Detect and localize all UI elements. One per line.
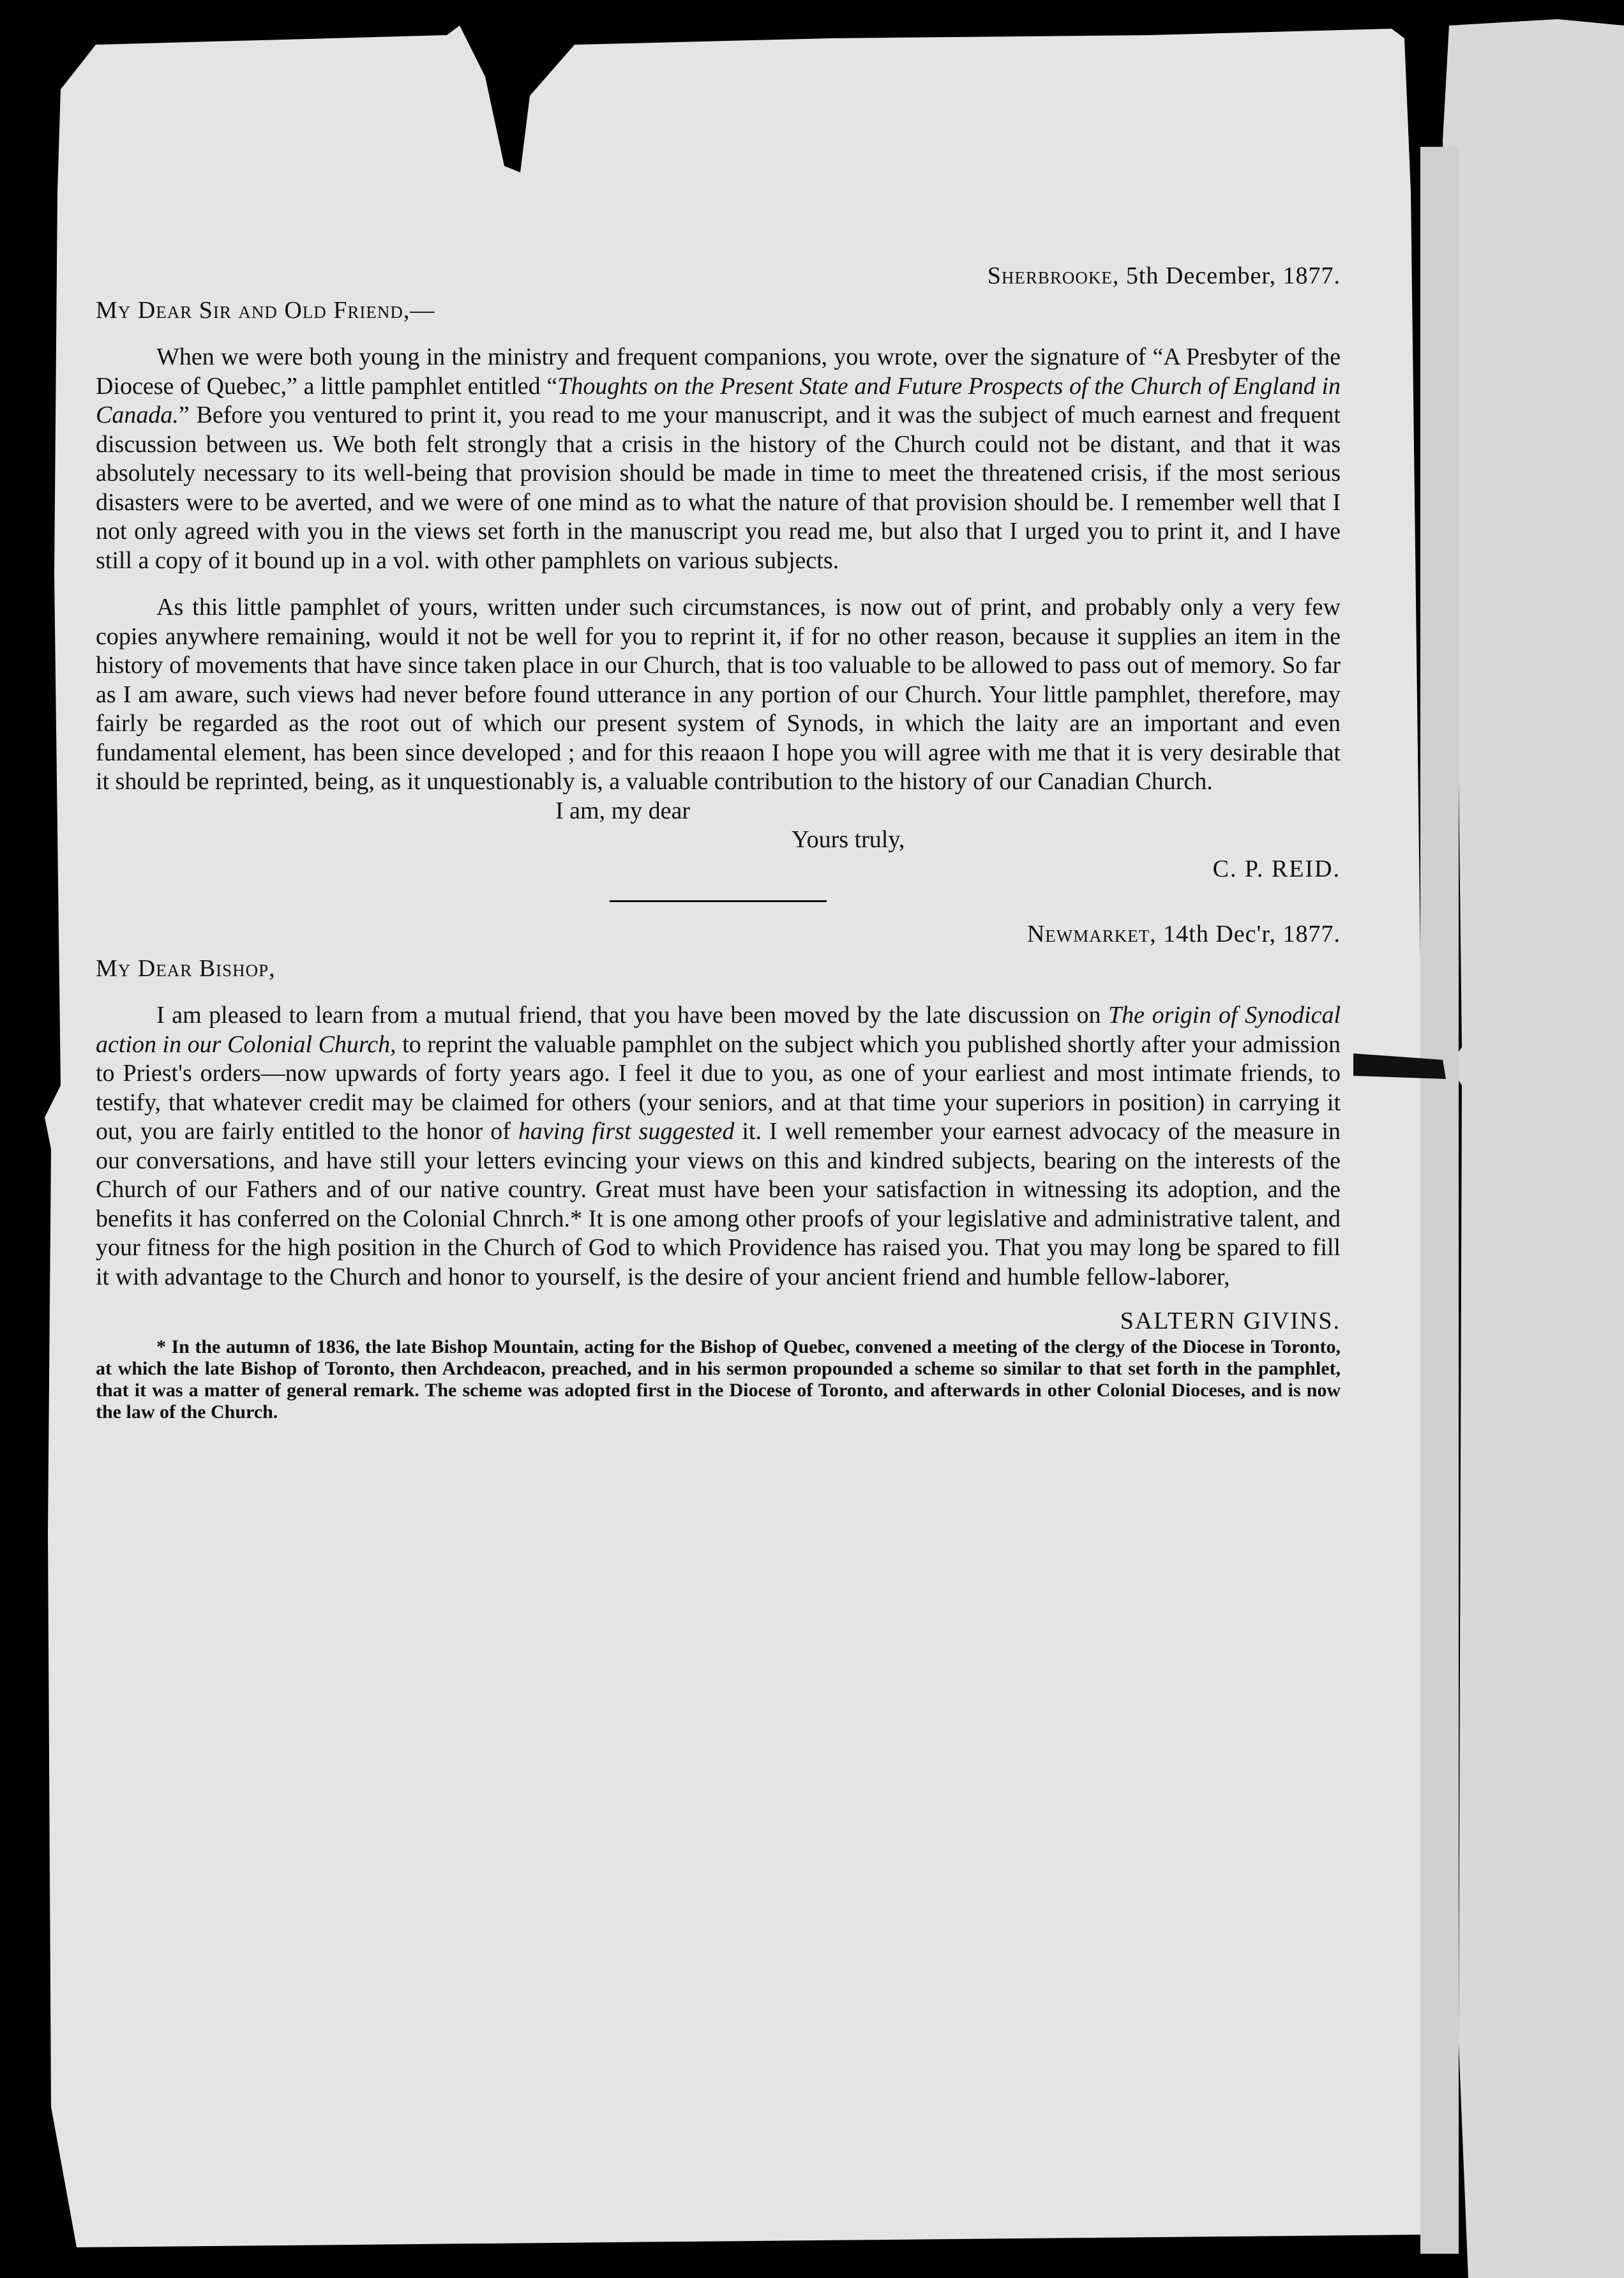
letter1-paragraph-1 (96, 343, 1341, 575)
adjacent-sheet (1443, 19, 1624, 2278)
letter1-closing-1: I am, my dear (555, 797, 691, 824)
letter2-paragraph-1 (96, 1001, 1341, 1292)
letter1-closing-2: Yours truly, (792, 826, 905, 853)
letter1-date: , 5th December, 1877. (1112, 262, 1341, 289)
spine-edge (1420, 147, 1459, 2254)
letter1-place: Sherbrooke (987, 262, 1113, 289)
letter2-signature: SALTERN GIVINS. (1120, 1308, 1341, 1334)
document-page (96, 102, 1341, 2203)
letter2-p1-text-a: I am pleased to learn from a mutual friend, that you have been moved by the late discussion on (156, 1002, 1109, 1029)
letter1-p1-text-a: When we were both young in the ministry and frequent companions, you wrote, over the signature of “A Presbyter of the Diocese of Quebec,” a little pamphlet entitled “ (96, 343, 1341, 400)
letter1-dateline (96, 262, 1341, 291)
letter1-signature: C. P. REID. (1212, 855, 1341, 882)
letter1-paragraph-2: As this little pamphlet of yours, written under such circumstances, is now out of print, and probably only a very few copies anywhere remaining, would it not be well for you to reprint it, if for no other reason, because it supplies an item in the history of movements that have since taken place in our Church, that is too valuable to be allowed to pass out of memory. So far as I am aware, such views had never before found utterance in any portion of our Church. Your little pamphlet, therefore, may fairly be regarded as the root out of which our present system of Synods, in which the laity are an important and even fundamental element, has been since developed ; and for this reaaon I hope you will agree with me that it is very desirable that it should be reprinted, being, as it unquestionably is, a valuable contribution to the history of our Canadian Church. (96, 594, 1341, 795)
letter2-place: Newmarket (1026, 921, 1150, 947)
letter2-salutation: My Dear Bishop, (96, 954, 276, 982)
letter2-emphasis: having first suggested (518, 1118, 735, 1145)
letter2-dateline (96, 920, 1341, 949)
letter2-p1-text-b: to reprint the valuable pamphlet on the subject which you published shortly after your admission to Priest's orders—now upwards of forty years ago. I feel it due to you, as one of your earliest and most intimate friends, to testify, that whatever credit may be claimed for others (your seniors, and at that time your superiors in position) in carrying it out, you are fairly entitled to the honor of (96, 1030, 1341, 1145)
letter2-date: , 14th Dec'r, 1877. (1150, 921, 1341, 947)
footnote: * In the autumn of 1836, the late Bishop Mountain, acting for the Bishop of Quebec, convened a meeting of the clergy of the Diocese in Toronto, at which the late Bishop of Toronto, then Archdeacon, preached, and in his sermon propounded a scheme so similar to that set forth in the pamphlet, that it was a matter of general remark. The scheme was adopted first in the Diocese of Toronto, and afterwards in other Colonial Dioceses, and is now the law of the Church. (96, 1336, 1341, 1422)
section-divider (610, 900, 827, 902)
letter1-salutation: My Dear Sir and Old Friend,— (96, 296, 435, 324)
letter1-pamphlet-title: Thoughts on the Present State and Future Prospects of the Church of England in Canada. (96, 372, 1341, 428)
letter1-p1-text-b: ” Before you ventured to print it, you read to me your manuscript, and it was the subject of much earnest and frequent discussion between us. We both felt strongly that a crisis in the history of the Church could not be distant, and that it was absolutely necessary to its well-being that provision should be made in time to meet the threatened crisis, if the most serious disasters were to be averted, and we were of one mind as to what the nature of that provision should be. I remember well that I not only agreed with you in the views set forth in the manuscript you read me, but also that I urged you to print it, and I have still a copy of it bound up in a vol. with other pamphlets on various subjects. (96, 402, 1341, 574)
letter2-discussion-title: The origin of Synodical action in our Colonial Church, (96, 1002, 1341, 1058)
letter2-p1-text-c: it. I well remember your earnest advocacy of the measure in our conversations, and have still your letters evincing your views on this and kindred subjects, bearing on the interests of the Church of our Fathers and of our native country. Great must have been your satisfaction in witnessing its adoption, and the benefits it has conferred on the Colonial Chnrch.* It is one among other proofs of your legislative and administrative talent, and your fitness for the high position in the Church of God to which Providence has raised you. That you may long be spared to fill it with advantage to the Church and honor to yourself, is the desire of your ancient friend and humble fellow-laborer, (96, 1118, 1341, 1290)
